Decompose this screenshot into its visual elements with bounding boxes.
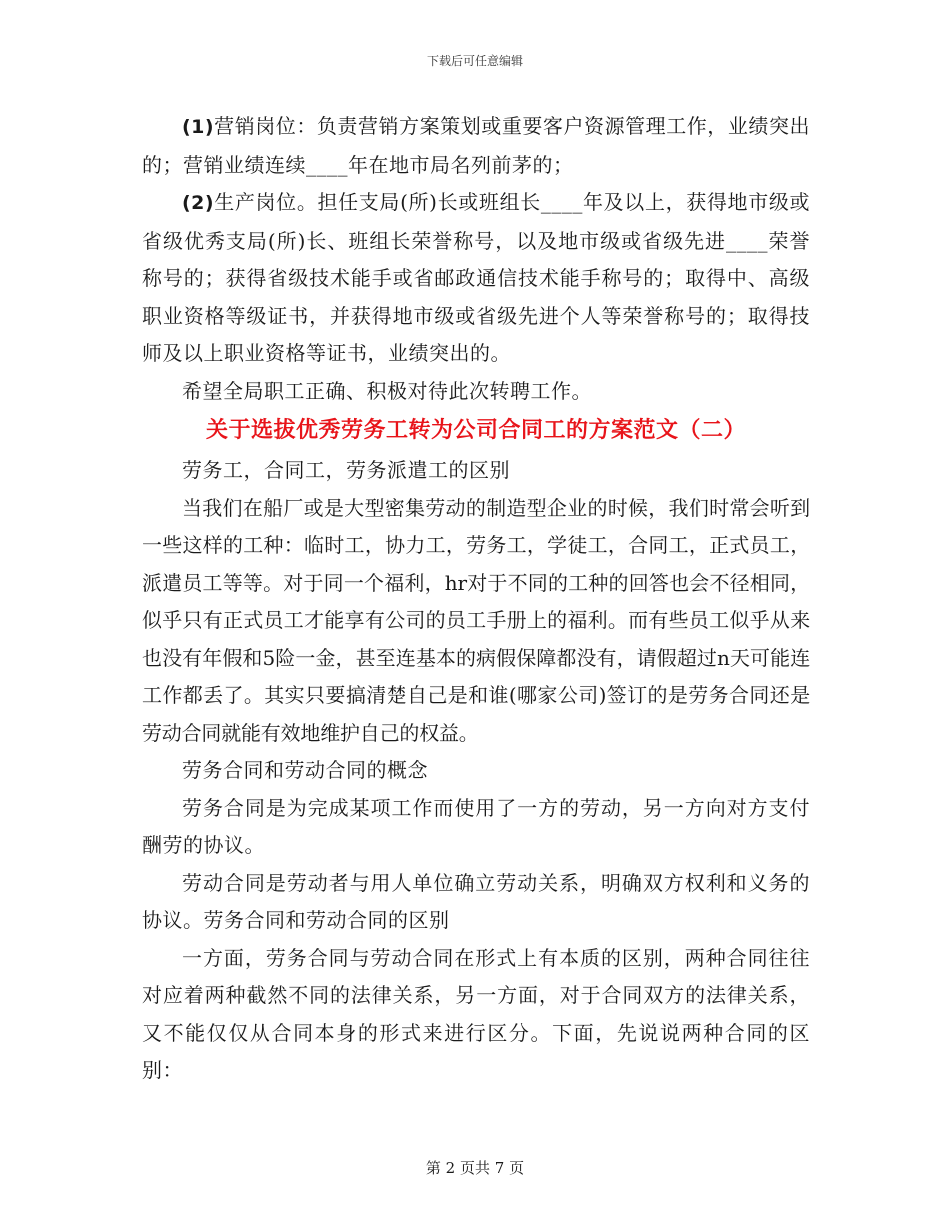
page-footer: 第 2 页共 7 页: [425, 1159, 525, 1177]
paragraph-intro: 当我们在船厂或是大型密集劳动的制造型企业的时候，我们时常会听到一些这样的工种：临时工，协力工，劳务工，学徒工，合同工，正式员工，派遣员工等等。对于同一个福利，hr对于不同的工种的回答也会不径相同，似乎只有正式员工才能享有公司的员工手册上的福利。而有些员工似乎从来也没有年假和5险一金，甚至连基本的病假保障都没有，请假超过n天可能连工作都丢了。其实只要搞清楚自己是和谁(哪家公司)签订的是劳务合同还是劳动合同就能有效地维护自己的权益。: [142, 495, 810, 745]
paragraph-differences: 一方面，劳务合同与劳动合同在形式上有本质的区别，两种合同往往对应着两种截然不同的法律关系，另一方面，对于合同双方的法律关系，又不能仅仅从合同本身的形式来进行区分。下面，先说说两种合同的区别：: [142, 945, 810, 1082]
document-body: [142, 108, 810, 1090]
paragraph-marketing-position: [142, 108, 810, 184]
paragraph-text: 营销岗位：负责营销方案策划或重要客户资源管理工作，业绩突出的；营销业绩连续____年在地市局名列前茅的；: [142, 114, 810, 177]
paragraph-labor-contract: 劳动合同是劳动者与用人单位确立劳动关系，明确双方权利和义务的协议。劳务合同和劳动合同的区别: [142, 870, 810, 932]
paragraph-service-contract: 劳务合同是为完成某项工作而使用了一方的劳动，另一方向对方支付酬劳的协议。: [142, 795, 810, 857]
paragraph-concept-heading: 劳务合同和劳动合同的概念: [182, 758, 428, 782]
paragraph-closing: 希望全局职工正确、积极对待此次转聘工作。: [182, 378, 592, 403]
paragraph-text: 生产岗位。担任支局(所)长或班组长____年及以上，获得地市级或省级优秀支局(所)长、班组长荣誉称号，以及地市级或省级先进____荣誉称号的；获得省级技术能手或省邮政通信技术能手称号的；取得中、高级职业资格等级证书，并获得地市级或省级先进个人等荣誉称号的；取得技师及以上职业资格等证书，业绩突出的。: [142, 190, 810, 365]
page-header: 下载后可任意编辑: [426, 54, 523, 68]
paragraph-subheading: 劳务工，合同工，劳务派遣工的区别: [182, 458, 510, 482]
list-number: (1): [182, 116, 215, 138]
list-number: (2): [182, 192, 215, 214]
section-title: 关于选拔优秀劳务工转为公司合同工的方案范文（二）: [205, 418, 746, 443]
paragraph-production-position: [142, 184, 810, 373]
